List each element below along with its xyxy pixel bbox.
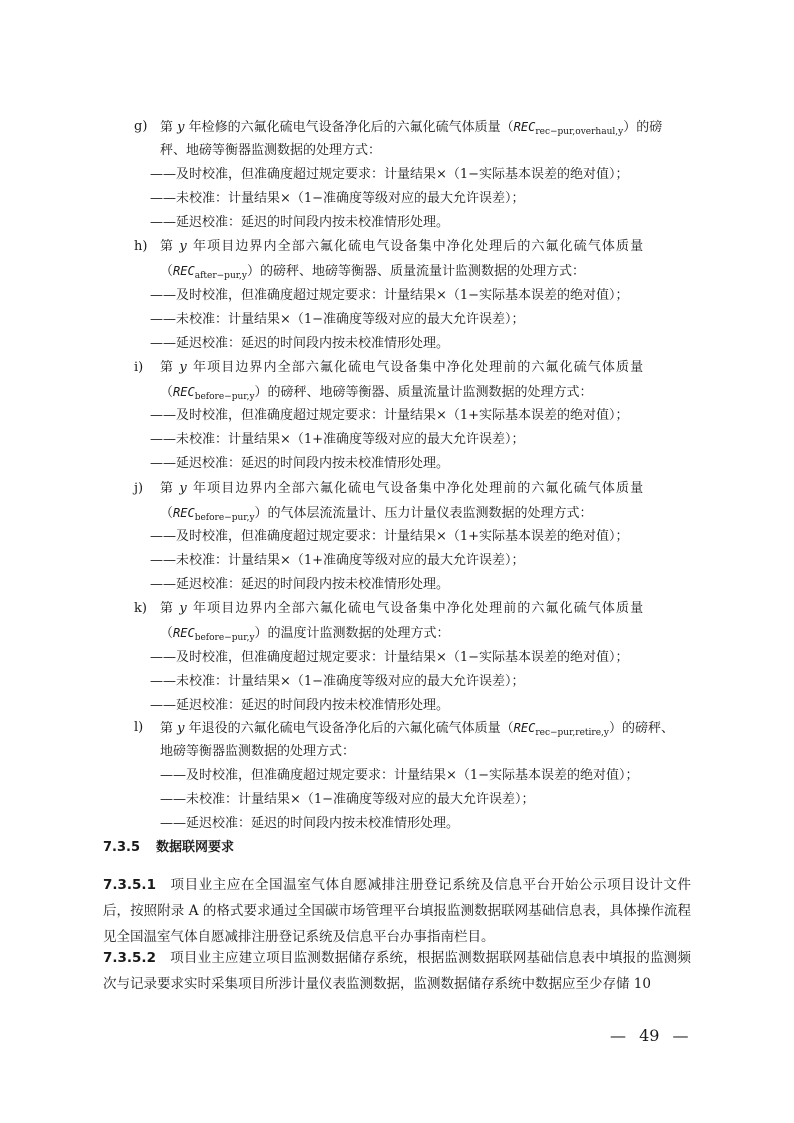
rule-line: ——延迟校准：延迟的时间段内按未校准情形处理。 (150, 577, 450, 592)
item-lead-line (160, 479, 644, 499)
rule-line: ——未校准：计量结果×（1−准确度等级对应的最大允许误差）； (160, 792, 535, 807)
rule-line: ——未校准：计量结果×（1−准确度等级对应的最大允许误差）； (150, 312, 525, 327)
text: 地磅等衡器监测数据的处理方式： (160, 744, 356, 759)
symbol-rec: REC (173, 626, 195, 640)
text: ）的磅 (623, 120, 663, 135)
section-title: 数据联网要求 (156, 840, 235, 855)
text: （ (160, 626, 174, 641)
text: 年项目边界内全部六氟化硫电气设备集中净化处理前的六氟化硫气体质量 (187, 360, 645, 375)
variable-y: y (177, 120, 185, 135)
symbol-rec: REC (173, 264, 195, 278)
text: （ (160, 264, 174, 279)
item-lead-line (160, 358, 644, 378)
item-continuation-line (160, 261, 585, 282)
rule-line: ——及时校准，但准确度超过规定要求：计量结果×（1−实际基本误差的绝对值）； (150, 167, 629, 182)
symbol-subscript: rec−pur,overhaul,y (535, 127, 624, 137)
symbol-subscript: after−pur,y (194, 271, 248, 281)
variable-y: y (179, 601, 188, 616)
variable-y: y (177, 721, 185, 736)
item-continuation-line (160, 382, 593, 403)
text: 第 (160, 601, 180, 616)
rule-line: ——及时校准，但准确度超过规定要求：计量结果×（1−实际基本误差的绝对值）； (150, 650, 629, 665)
rule-line: ——延迟校准：延迟的时间段内按未校准情形处理。 (150, 456, 450, 471)
list-marker: l) (134, 720, 144, 735)
symbol-rec: REC (513, 120, 536, 134)
text: 年项目边界内全部六氟化硫电气设备集中净化处理前的六氟化硫气体质量 (187, 601, 645, 616)
text: 第 (160, 120, 178, 135)
rule-line: ——延迟校准：延迟的时间段内按未校准情形处理。 (150, 698, 450, 713)
list-marker: g) (134, 119, 148, 134)
text: 年检修的六氟化硫电气设备净化后的六氟化硫气体质量（ (184, 120, 514, 135)
symbol-rec: REC (173, 385, 195, 399)
item-lead-line (160, 599, 644, 619)
text: ）的磅秤、地磅等衡器、质量流量计监测数据的处理方式： (254, 385, 593, 400)
text: ）的磅秤、 (608, 721, 674, 736)
item-continuation-line (160, 503, 593, 524)
text: （ (160, 385, 174, 400)
section-number: 7.3.5 (103, 840, 141, 855)
item-lead-line (160, 237, 644, 257)
item-lead-line (160, 117, 662, 138)
section-heading (103, 838, 234, 858)
clause-paragraph (103, 872, 691, 950)
text: 年项目边界内全部六氟化硫电气设备集中净化处理后的六氟化硫气体质量 (187, 239, 645, 254)
dash-left: — (610, 1026, 626, 1045)
list-marker: k) (134, 601, 147, 616)
rule-line: ——未校准：计量结果×（1−准确度等级对应的最大允许误差）； (150, 674, 525, 689)
text: ）的温度计监测数据的处理方式： (254, 626, 450, 641)
text: 年退役的六氟化硫电气设备净化后的六氟化硫气体质量（ (184, 721, 514, 736)
text: 第 (160, 481, 180, 496)
clause-text: 项目业主应在全国温室气体自愿减排注册登记系统及信息平台开始公示项目设计文件后，按照附录 A 的格式要求通过全国碳市场管理平台填报监测数据联网基础信息表，具体操作流程见全国温室气体自愿减排注册登记系统及信息平台办事指南栏目。 (103, 877, 691, 945)
list-marker: i) (134, 360, 144, 375)
rule-line: ——延迟校准：延迟的时间段内按未校准情形处理。 (150, 215, 450, 230)
item-continuation-line (160, 141, 381, 161)
text: 年项目边界内全部六氟化硫电气设备集中净化处理前的六氟化硫气体质量 (187, 481, 645, 496)
symbol-subscript: rec−pur,retire,y (535, 728, 609, 738)
item-continuation-line (160, 623, 450, 644)
item-lead-line (160, 718, 674, 739)
text: 秤、地磅等衡器监测数据的处理方式： (160, 143, 382, 158)
clause-text: 项目业主应建立项目监测数据储存系统，根据监测数据联网基础信息表中填报的监测频次与记录要求实时采集项目所涉计量仪表监测数据，监测数据储存系统中数据应至少存储 10 (103, 950, 691, 992)
symbol-subscript: before−pur,y (194, 513, 255, 523)
text: 第 (160, 239, 180, 254)
clause-number: 7.3.5.1 (103, 877, 156, 893)
text: （ (160, 506, 174, 521)
rule-line: ——及时校准，但准确度超过规定要求：计量结果×（1+实际基本误差的绝对值）； (150, 529, 629, 544)
text: 第 (160, 360, 180, 375)
variable-y: y (179, 360, 188, 375)
text: 第 (160, 721, 178, 736)
dash-right: — (672, 1026, 689, 1045)
variable-y: y (179, 239, 188, 254)
symbol-rec: REC (173, 506, 195, 520)
symbol-rec: REC (513, 721, 536, 735)
rule-line: ——延迟校准：延迟的时间段内按未校准情形处理。 (150, 336, 450, 351)
rule-line: ——未校准：计量结果×（1+准确度等级对应的最大允许误差）； (150, 432, 525, 447)
text: ）的气体层流流量计、压力计量仪表监测数据的处理方式： (254, 506, 593, 521)
rule-line: ——及时校准，但准确度超过规定要求：计量结果×（1+实际基本误差的绝对值）； (150, 408, 629, 423)
list-marker: j) (134, 481, 144, 496)
rule-line: ——未校准：计量结果×（1+准确度等级对应的最大允许误差）； (150, 553, 525, 568)
rule-line: ——及时校准，但准确度超过规定要求：计量结果×（1−实际基本误差的绝对值）； (150, 288, 629, 303)
item-continuation-line (160, 742, 355, 762)
rule-line: ——及时校准，但准确度超过规定要求：计量结果×（1−实际基本误差的绝对值）； (160, 768, 639, 783)
list-marker: h) (134, 239, 148, 254)
clause-paragraph (103, 945, 691, 997)
variable-y: y (179, 481, 188, 496)
page-number-footer (610, 1024, 689, 1048)
rule-line: ——延迟校准：延迟的时间段内按未校准情形处理。 (160, 816, 460, 831)
clause-number: 7.3.5.2 (103, 950, 156, 966)
rule-line: ——未校准：计量结果×（1−准确度等级对应的最大允许误差）； (150, 191, 525, 206)
symbol-subscript: before−pur,y (194, 392, 255, 402)
symbol-subscript: before−pur,y (194, 633, 255, 643)
page-number: 49 (639, 1026, 660, 1045)
text: ）的磅秤、地磅等衡器、质量流量计监测数据的处理方式： (247, 264, 586, 279)
